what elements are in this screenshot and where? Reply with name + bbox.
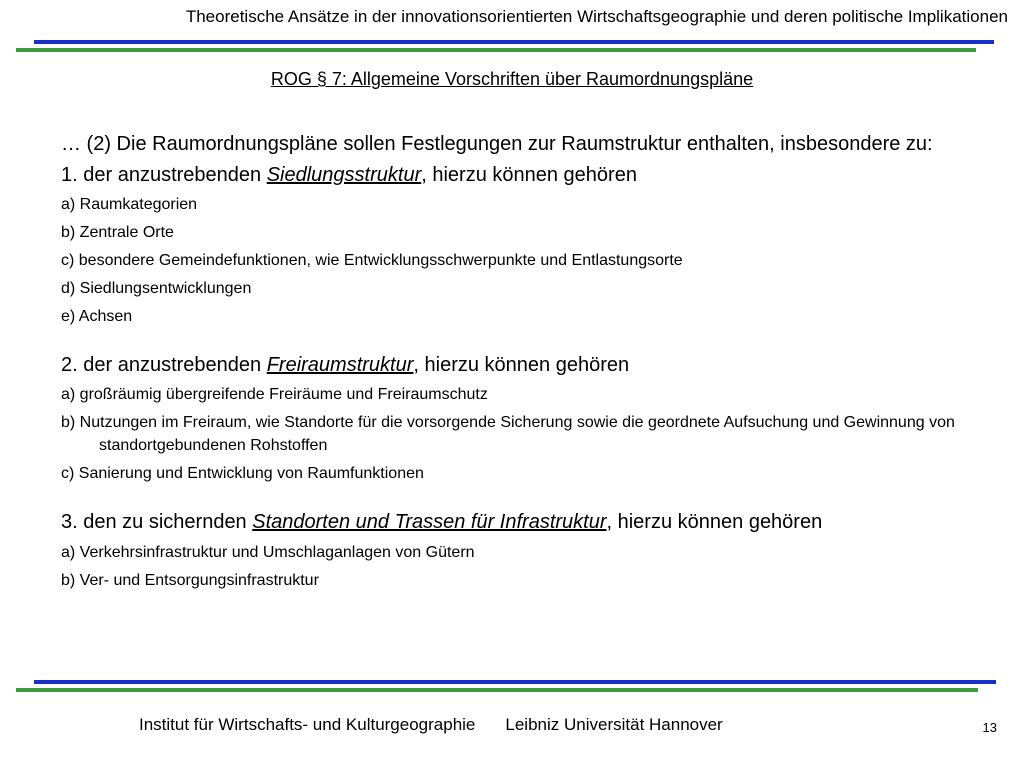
page-number: 13 — [982, 720, 997, 735]
slide-content — [61, 131, 981, 592]
list-item: b) Nutzungen im Freiraum, wie Standorte für die vorsorgende Sicherung sowie die geordnete Aufsuchung und Gewinnung von standortgebundenen Rohstoffen — [61, 414, 955, 454]
section-heading-term: Freiraumstruktur — [266, 354, 414, 376]
header-title: Theoretische Ansätze in der innovationsorientierten Wirtschaftsgeographie und deren politische Implikationen — [185, 7, 1008, 26]
section-heading-term: Standorten und Trassen für Infrastruktur — [252, 511, 607, 533]
header-rule-blue — [34, 40, 994, 44]
section-heading-prefix: 1. der anzustrebenden — [61, 164, 267, 186]
section-heading-suffix: , hierzu können gehören — [421, 164, 637, 186]
section-heading — [61, 509, 981, 535]
header-rule-green — [16, 48, 976, 52]
section-heading-suffix: , hierzu können gehören — [606, 511, 823, 533]
section-heading — [61, 162, 981, 188]
list-item: d) Siedlungsentwicklungen — [61, 280, 252, 297]
slide-title: ROG § 7: Allgemeine Vorschriften über Raumordnungspläne — [270, 69, 754, 89]
footer-rule-blue — [34, 680, 996, 684]
footer-university: Leibniz Universität Hannover — [505, 715, 723, 734]
list-item: b) Ver- und Entsorgungsinfrastruktur — [61, 572, 319, 589]
section-heading-term: Siedlungsstruktur — [266, 164, 422, 186]
footer-institute: Institut für Wirtschafts- und Kulturgeographie — [139, 715, 476, 734]
list-item: a) Raumkategorien — [61, 196, 198, 213]
section-heading-prefix: 3. den zu sichernden — [61, 511, 253, 533]
footer-rule-green — [16, 688, 978, 692]
section-heading — [61, 352, 981, 378]
list-item: a) großräumig übergreifende Freiräume und Freiraumschutz — [61, 386, 488, 403]
section-heading-suffix: , hierzu können gehören — [413, 354, 630, 376]
section-heading-prefix: 2. der anzustrebenden — [61, 354, 267, 376]
list-item: c) Sanierung und Entwicklung von Raumfunktionen — [61, 465, 424, 482]
intro-paragraph: … (2) Die Raumordnungspläne sollen Festlegungen zur Raumstruktur enthalten, insbesondere zu: — [61, 133, 933, 155]
footer — [139, 715, 723, 735]
list-item: a) Verkehrsinfrastruktur und Umschlaganlagen von Gütern — [61, 544, 475, 561]
list-item: c) besondere Gemeindefunktionen, wie Entwicklungsschwerpunkte und Entlastungsorte — [61, 252, 683, 269]
list-item: b) Zentrale Orte — [61, 224, 174, 241]
list-item: e) Achsen — [61, 308, 133, 325]
